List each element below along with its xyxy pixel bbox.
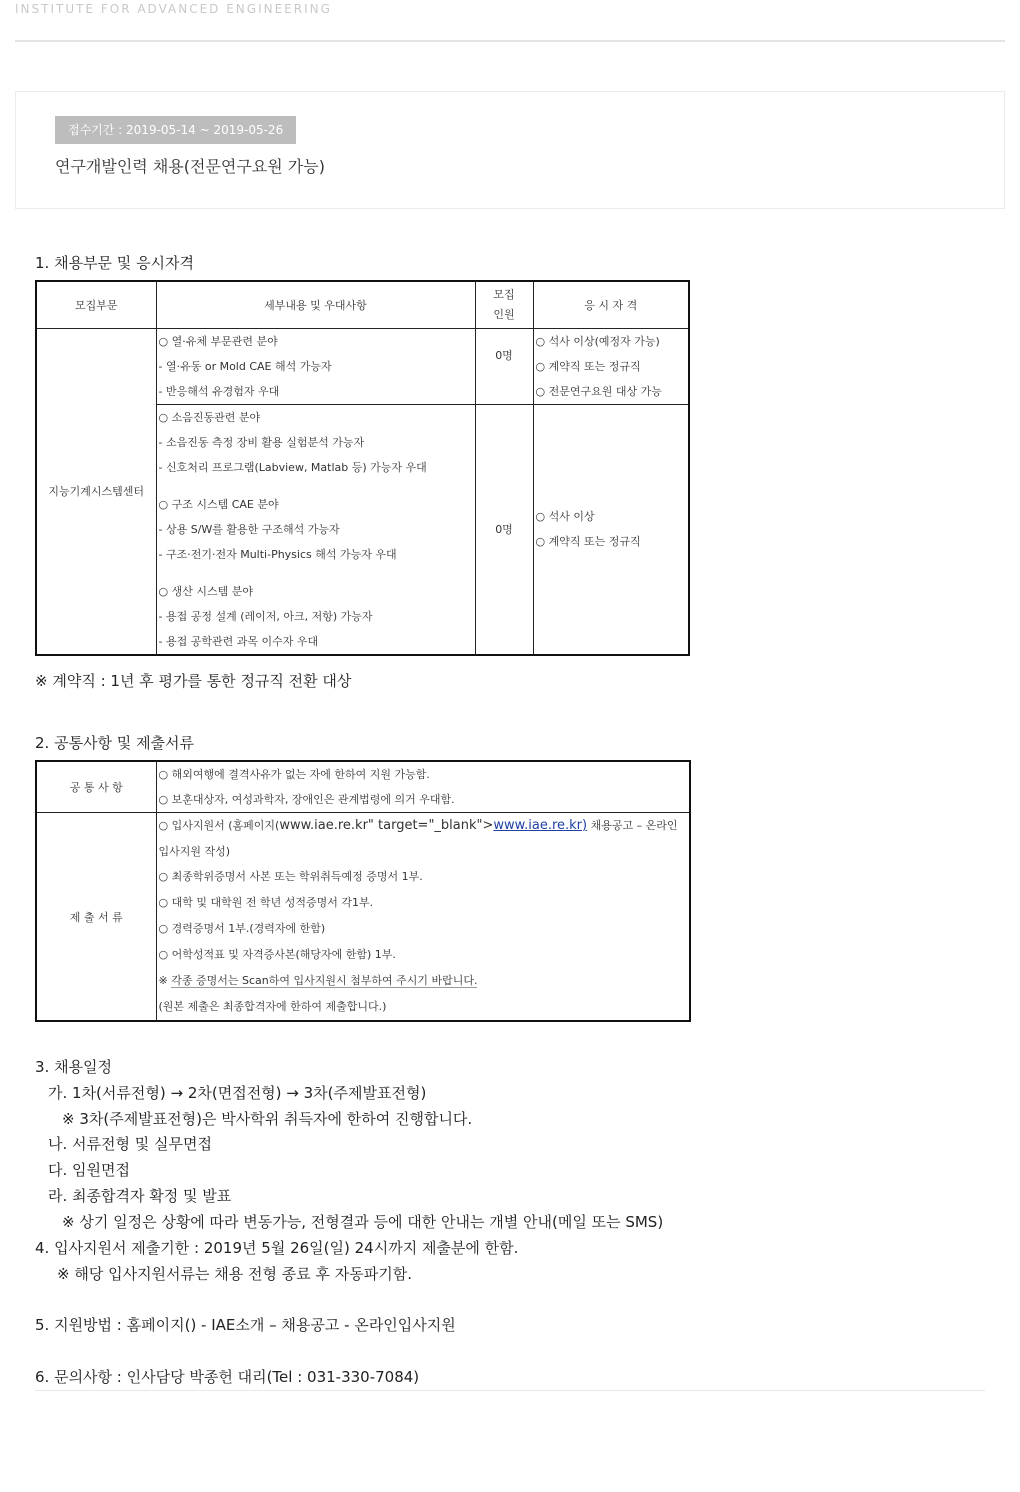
- table-row: [36, 761, 690, 813]
- contact-line: 6. 문의사항 : 인사담당 박종헌 대리(Tel : 031-330-7084): [35, 1368, 420, 1386]
- deadline-line: 4. 입사지원서 제출기한 : 2019년 5월 26일(일) 24시까지 제출분에 한함.: [35, 1239, 519, 1257]
- detail-line: ○ 열·유체 부문관련 분야: [158, 334, 278, 348]
- original-note: (원본 제출은 최종합격자에 한하여 제출합니다.): [158, 1000, 387, 1013]
- docs-cell: [156, 813, 690, 1022]
- schedule-note-2: ※ 상기 일정은 상황에 따라 변동가능, 전형결과 등에 대한 안내는 개별 안내(메일 또는 SMS): [62, 1213, 664, 1231]
- count-cell: 0명: [475, 328, 533, 404]
- recruitment-table-header: [36, 281, 689, 328]
- header-qual: 응 시 자 격: [533, 281, 689, 328]
- section-1-title: 1. 채용부문 및 응시자격: [35, 254, 195, 272]
- schedule-step-da: 다. 임원면접: [48, 1161, 130, 1179]
- detail-line: - 용접 공학관련 과목 이수자 우대: [158, 634, 319, 648]
- scan-note: 각종 증명서는 Scan하여 입사지원시 첨부하여 주시기 바랍니다.: [171, 974, 478, 987]
- docs-line: 입사지원 작성): [158, 845, 231, 858]
- footer-divider: [35, 1390, 985, 1391]
- schedule-step-na: 나. 서류전형 및 실무면접: [48, 1135, 212, 1153]
- count-cell: 0명: [475, 404, 533, 655]
- docs-text: 채용공고 – 온라인: [587, 819, 678, 832]
- docs-text: ○ 입사지원서 (홈페이지(: [158, 819, 280, 832]
- requirements-table: [35, 760, 691, 1022]
- detail-line: ○ 구조 시스템 CAE 분야: [158, 497, 279, 511]
- docs-line: ○ 경력증명서 1부.(경력자에 한함): [158, 922, 326, 935]
- schedule-step-ga: 가. 1차(서류전형) → 2차(면접전형) → 3차(주제발표전형): [48, 1084, 427, 1102]
- qual-line: ○ 석사 이상(예정자 가능): [535, 334, 660, 348]
- header-count-line1: 모집: [493, 287, 515, 301]
- common-line: ○ 보훈대상자, 여성과학자, 장애인은 관계법령에 의거 우대함.: [158, 793, 455, 806]
- table-row: [36, 328, 689, 404]
- contract-note: ※ 계약직 : 1년 후 평가를 통한 정규직 전환 대상: [35, 672, 352, 690]
- dept-cell: 지능기계시스템센터: [36, 328, 156, 655]
- header-dept: 모집부문: [36, 281, 156, 328]
- detail-cell: [156, 328, 475, 404]
- detail-line: - 열·유동 or Mold CAE 해석 가능자: [158, 359, 332, 373]
- recruitment-table: [35, 280, 690, 656]
- docs-line: ○ 최종학위증명서 사본 또는 학위취득예정 증명서 1부.: [158, 870, 423, 883]
- qual-line: ○ 전문연구요원 대상 가능: [535, 384, 662, 398]
- institute-name: INSTITUTE FOR ADVANCED ENGINEERING: [15, 2, 332, 16]
- detail-line: - 소음진동 측정 장비 활용 실험분석 가능자: [158, 435, 365, 449]
- qual-cell: [533, 404, 689, 655]
- table-row: [36, 813, 690, 1022]
- section-2-title: 2. 공통사항 및 제출서류: [35, 734, 195, 752]
- schedule-step-ra: 라. 최종합격자 확정 및 발표: [48, 1187, 232, 1205]
- detail-line: - 신호처리 프로그램(Labview, Matlab 등) 가능자 우대: [158, 460, 427, 474]
- qual-line: ○ 계약직 또는 정규직: [535, 359, 641, 373]
- docs-line: ○ 대학 및 대학원 전 학년 성적증명서 각1부.: [158, 896, 374, 909]
- detail-line: - 구조·전기·전자 Multi-Physics 해석 가능자 우대: [158, 547, 397, 561]
- common-cell: [156, 761, 690, 813]
- section-3-title: 3. 채용일정: [35, 1058, 113, 1076]
- homepage-link[interactable]: www.iae.re.kr): [493, 818, 588, 833]
- deadline-note: ※ 해당 입사지원서류는 채용 전형 종료 후 자동파기함.: [57, 1265, 413, 1283]
- note-mark: ※: [158, 974, 172, 987]
- application-period-badge: 접수기간 : 2019-05-14 ~ 2019-05-26: [55, 116, 296, 144]
- header-detail: 세부내용 및 우대사항: [156, 281, 475, 328]
- header-count-line2: 인원: [493, 307, 515, 321]
- post-title: 연구개발인력 채용(전문연구요원 가능): [55, 157, 325, 176]
- apply-method: 5. 지원방법 : 홈페이지() - IAE소개 – 채용공고 - 온라인입사지원: [35, 1316, 456, 1334]
- scan-note-line: [157, 968, 690, 994]
- post-header-box: [15, 91, 1005, 209]
- detail-line: - 반응해석 유경험자 우대: [158, 384, 280, 398]
- top-header: [15, 0, 1005, 42]
- detail-line: ○ 소음진동관련 분야: [158, 410, 261, 424]
- docs-line: ○ 어학성적표 및 자격증사본(해당자에 한함) 1부.: [158, 948, 396, 961]
- header-count: [475, 281, 533, 328]
- common-line: ○ 해외여행에 결격사유가 없는 자에 한하여 지원 가능함.: [158, 768, 430, 781]
- detail-line: - 용접 공정 설계 (레이저, 아크, 저항) 가능자: [158, 609, 373, 623]
- qual-cell: [533, 328, 689, 404]
- qual-line: ○ 계약직 또는 정규직: [535, 535, 641, 548]
- common-label: 공 통 사 항: [36, 761, 156, 813]
- detail-cell: [156, 404, 475, 655]
- detail-line: ○ 생산 시스템 분야: [158, 584, 253, 598]
- qual-line: ○ 석사 이상: [535, 510, 595, 523]
- docs-label: 제 출 서 류: [36, 813, 156, 1022]
- schedule-note-1: ※ 3차(주제발표전형)은 박사학위 취득자에 한하여 진행합니다.: [62, 1110, 473, 1128]
- site-text: www.iae.re.kr" target="_blank">: [279, 818, 494, 833]
- detail-line: - 상용 S/W를 활용한 구조해석 가능자: [158, 522, 340, 536]
- docs-line: [157, 813, 690, 839]
